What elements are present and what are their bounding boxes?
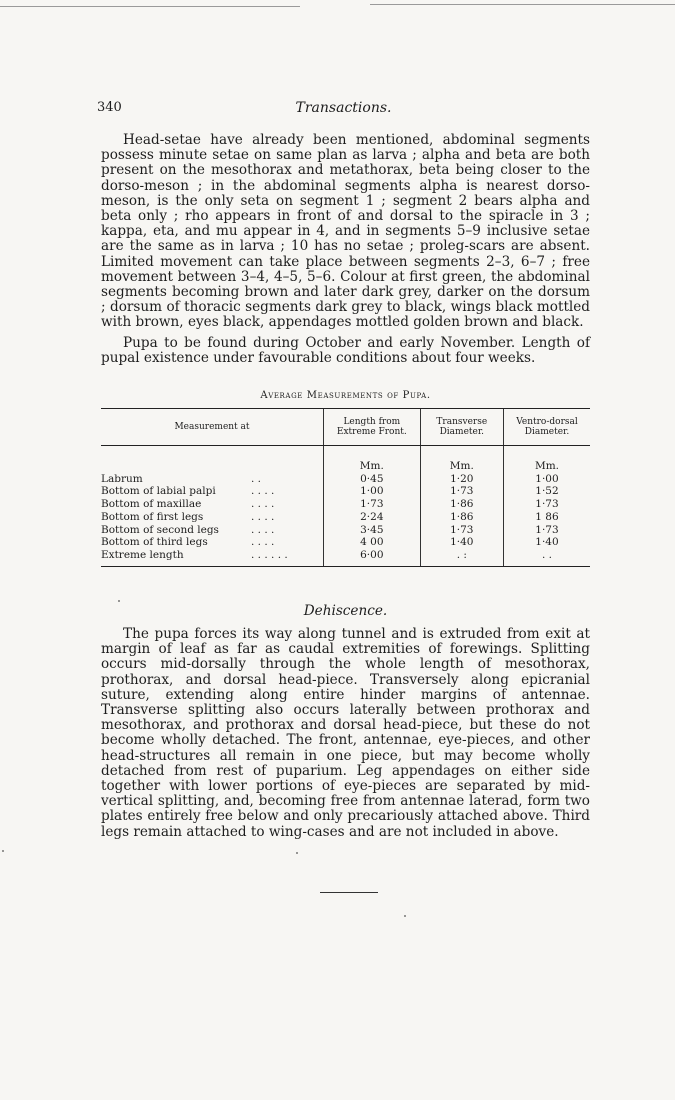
ventro-cell: 1·52 xyxy=(503,485,590,498)
paragraph-setae: Head-setae have already been mentioned, abdominal segments possess minute setae on same plan as larva ; alpha and beta are both present on the mesothorax and metathorax, beta being closer to the dorso-meson ; in the abdominal segments alpha is nearest dorso-meson, is the only seta on segment 1 ; segment 2 bears alpha and beta only ; rho appears in front of and dorsal to the spiracle in 3 ; kappa, eta, and mu appear in 4, and in segments 5–9 inclusive setae are the same as in larva ; 10 has no setae ; proleg-scars are absent. Limited movement can take place between segments 2–3, 6–7 ; free movement between 3–4, 4–5, 5–6. Colour at first green, the abdominal segments becoming brown and later dark grey, darker on the dorsum ; dorsum of thoracic segments dark grey to black, wings black mottled with brown, eyes black, appendages mottled golden brown and black. xyxy=(101,132,590,331)
leader-dots: . . . . xyxy=(251,510,275,523)
table-row xyxy=(101,511,590,524)
ventro-cell: . . xyxy=(503,549,590,566)
table-header-row xyxy=(101,409,590,446)
paragraph-dehiscence: The pupa forces its way along tunnel and is extruded from exit at margin of leaf as far as caudal extremities of forewings. Splitting occurs mid-dorsally through the whole length of mesothorax, prothorax, and dorsal head-piece. Transversely along epicranial suture, extending along entire hinder margins of antennae. Transverse splitting also occurs laterally between prothorax and mesothorax, and prothorax and dorsal head-piece, but these do not become wholly detached. The front, antennae, eye-pieces, and other head-structures all remain in one piece, but may become wholly detached from rest of puparium. Leg appendages on either side together with lower portions of eye-pieces are separated by mid-vertical splitting, and, becoming free from antennae laterad, form two plates entirely free below and only precariously attached above. Third legs remain attached to wing-cases and are not included in above. xyxy=(101,626,590,840)
length-cell: 6·00 xyxy=(324,549,421,566)
table-caption: Average Measurements of Pupa. xyxy=(260,390,431,401)
table-row xyxy=(101,536,590,549)
transverse-cell: 1·86 xyxy=(420,511,503,524)
leader-dots: . . . . xyxy=(251,536,275,549)
unit-cell: Mm. xyxy=(420,446,503,473)
ventro-cell: 1·00 xyxy=(503,473,590,486)
table-row xyxy=(101,473,590,486)
length-cell: 1·00 xyxy=(324,485,421,498)
transverse-cell: . : xyxy=(420,549,503,566)
length-cell: 0·45 xyxy=(324,473,421,486)
transverse-cell: 1·73 xyxy=(420,524,503,537)
leader-dots: . . . . xyxy=(251,485,275,498)
page-number: 340 xyxy=(97,100,122,115)
row-label: Bottom of second legs xyxy=(101,523,219,536)
top-scan-line xyxy=(0,6,300,7)
paragraph-pupal-existence: Pupa to be found during October and early November. Length of pupal existence under favourable conditions about four weeks. xyxy=(101,335,590,367)
scan-speck xyxy=(296,852,298,854)
end-rule xyxy=(320,892,378,893)
transverse-cell: 1·73 xyxy=(420,485,503,498)
row-label: Bottom of maxillae xyxy=(101,498,202,511)
leader-dots: . . . . . . xyxy=(251,548,288,561)
ventro-cell: 1·40 xyxy=(503,536,590,549)
transverse-cell: 1·20 xyxy=(420,473,503,486)
length-cell: 2·24 xyxy=(324,511,421,524)
measurements-table xyxy=(101,408,590,567)
header-transverse: Transverse Diameter. xyxy=(420,409,503,446)
ventro-cell: 1 86 xyxy=(503,511,590,524)
row-label: Labrum xyxy=(101,472,143,485)
leader-dots: . . . . xyxy=(251,498,275,511)
units-row xyxy=(101,446,590,473)
row-label: Extreme length xyxy=(101,548,184,561)
transverse-cell: 1·40 xyxy=(420,536,503,549)
row-label: Bottom of third legs xyxy=(101,536,208,549)
scan-speck xyxy=(404,915,406,917)
leader-dots: . . xyxy=(251,472,262,485)
ventro-cell: 1·73 xyxy=(503,498,590,511)
top-scan-line xyxy=(370,4,675,5)
page-header xyxy=(97,100,590,120)
length-cell: 4 00 xyxy=(324,536,421,549)
row-label: Bottom of labial palpi xyxy=(101,485,216,498)
header-ventro-dorsal: Ventro-dorsal Diameter. xyxy=(503,409,590,446)
table-row xyxy=(101,498,590,511)
running-title: Transactions. xyxy=(295,100,392,116)
table-row xyxy=(101,485,590,498)
transverse-cell: 1·86 xyxy=(420,498,503,511)
header-length: Length from Extreme Front. xyxy=(324,409,421,446)
row-label: Bottom of first legs xyxy=(101,510,204,523)
length-cell: 3·45 xyxy=(324,524,421,537)
unit-cell: Mm. xyxy=(503,446,590,473)
scan-speck xyxy=(2,850,4,852)
table-row xyxy=(101,549,590,566)
length-cell: 1·73 xyxy=(324,498,421,511)
leader-dots: . . . . xyxy=(251,523,275,536)
scan-speck xyxy=(118,600,120,602)
ventro-cell: 1·73 xyxy=(503,524,590,537)
table-row xyxy=(101,524,590,537)
section-heading-dehiscence: Dehiscence. xyxy=(303,603,388,619)
header-measurement-at: Measurement at xyxy=(101,409,324,446)
unit-cell: Mm. xyxy=(324,446,421,473)
